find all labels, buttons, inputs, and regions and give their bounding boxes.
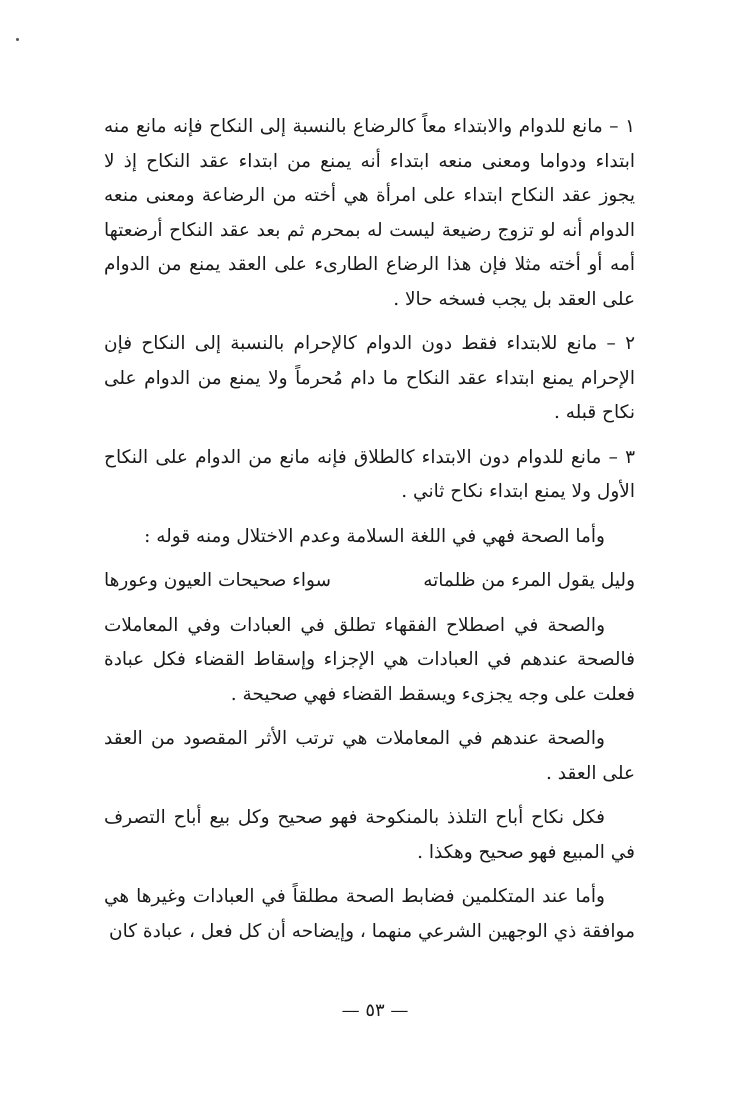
paragraph-rule-2: ٢ – مانع للابتداء فقط دون الدوام كالإحرام بالنسبة إلى النكاح فإن الإحرام يمنع ابتداء عقد النكاح ما دام مُحرماً ولا يمنع من الدوام على نكاح قبله . <box>104 333 635 423</box>
paragraph-validity-definition: وأما الصحة فهي في اللغة السلامة وعدم الاختلال ومنه قوله : <box>144 525 605 547</box>
paragraph-transactions-validity: والصحة عندهم في المعاملات هي ترتب الأثر المقصود من العقد على العقد . <box>104 728 635 784</box>
paragraph-examples: فكل نكاح أباح التلذذ بالمنكوحة فهو صحيح وكل بيع أباح التصرف في المبيع فهو صحيح وهكذا . <box>104 807 635 863</box>
page-number: — ٥٣ — <box>341 1000 409 1021</box>
page-speck <box>16 38 19 41</box>
poetry-verse <box>104 564 635 599</box>
paragraph-theologians-validity: وأما عند المتكلمين فضابط الصحة مطلقاً في العبادات وغيرها هي موافقة ذي الوجهين الشرعي منهما ، وإيضاحه أن كل فعل ، عبادة كان <box>104 886 635 942</box>
paragraph-rule-3: ٣ – مانع للدوام دون الابتداء كالطلاق فإنه مانع من الدوام على النكاح الأول ولا يمنع ابتداء نكاح ثاني . <box>104 446 635 502</box>
verse-first-hemistich: وليل يقول المرء من ظلماته <box>423 570 635 591</box>
paragraph-jurists-validity: والصحة في اصطلاح الفقهاء تطلق في العبادات وفي المعاملات فالصحة عندهم في العبادات هي الإجزاء وإسقاط القضاء فكل عبادة فعلت على وجه يجزىء ويسقط القضاء فهي صحيحة . <box>104 614 635 705</box>
verse-second-hemistich: سواء صحيحات العيون وعورها <box>104 570 332 591</box>
paragraph-rule-1: ١ – مانع للدوام والابتداء معاً كالرضاع بالنسبة إلى النكاح فإنه مانع منه ابتداء ودواما ومعنى منعه ابتداء أنه يمنع من ابتداء عقد النكاح إذ لا يجوز عقد النكاح ابتداء على امرأة هي أخته من الرضاعة ومعنى منعه الدوام أنه لو تزوج رضيعة ليست له بمحرم ثم بعد عقد النكاح أرضعتها أمه أو أخته مثلا فإن هذا الرضاع الطارىء على العقد يمنع من الدوام على العقد بل يجب فسخه حالا . <box>104 116 635 310</box>
body-text <box>104 110 635 949</box>
